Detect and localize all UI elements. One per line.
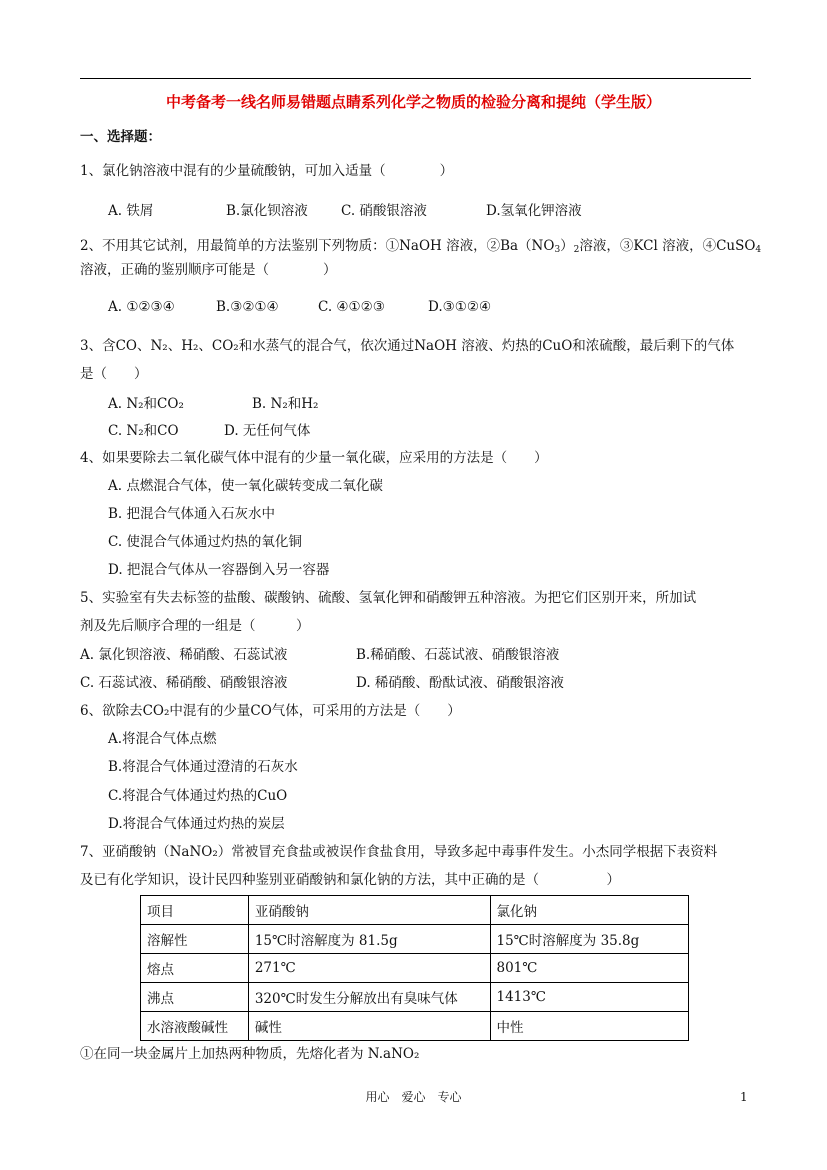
q2-sub-2: 2 (573, 245, 580, 255)
table-cell: 项目 (141, 896, 249, 925)
q6-option-d: D.将混合气体通过灼热的炭层 (108, 816, 285, 832)
q3-option-d: D. 无任何气体 (224, 423, 311, 439)
q1-option-a: A. 铁屑 (108, 203, 154, 219)
table-cell: 碱性 (248, 1012, 490, 1041)
question-5-stem-line1: 5、实验室有失去标签的盐酸、碳酸钠、硫酸、氢氧化钾和硝酸钾五种溶液。为把它们区别开来，所加试 (80, 590, 697, 606)
q5-option-a: A. 氯化钡溶液、稀硝酸、石蕊试液 (80, 647, 288, 663)
q4-option-a: A. 点燃混合气体，使一氧化碳转变成二氧化碳 (108, 478, 383, 494)
q4-option-b: B. 把混合气体通入石灰水中 (108, 506, 276, 522)
q2-option-d: D.③①②④ (428, 299, 492, 315)
table-cell: 320℃时发生分解放出有臭味气体 (248, 983, 490, 1012)
q5-option-b: B.稀硝酸、石蕊试液、硝酸银溶液 (356, 647, 560, 663)
table-cell: 15℃时溶解度为 35.8g (490, 925, 689, 954)
q1-option-d: D.氢氧化钾溶液 (486, 203, 582, 219)
question-6-stem: 6、欲除去CO₂中混有的少量CO气体，可采用的方法是（ ） (80, 703, 461, 719)
question-5-stem-line2: 剂及先后顺序合理的一组是（ ） (80, 618, 310, 634)
table-cell: 801℃ (490, 954, 689, 983)
page-footer: 用心 爱心 专心 (365, 1090, 462, 1104)
q6-option-a: A.将混合气体点燃 (108, 731, 217, 747)
table-cell: 亚硝酸钠 (248, 896, 490, 925)
q3-option-b: B. N₂和H₂ (252, 396, 319, 412)
q2-option-b: B.③②①④ (216, 299, 279, 315)
document-title: 中考备考一线名师易错题点睛系列化学之物质的检验分离和提纯（学生版） (165, 93, 661, 111)
section-heading: 一、选择题： (80, 129, 161, 145)
table-cell: 1413℃ (490, 983, 689, 1012)
question-2-stem-line1 (80, 237, 761, 255)
q6-option-b: B.将混合气体通过澄清的石灰水 (108, 759, 298, 775)
table-row (141, 954, 689, 983)
question-4-stem: 4、如果要除去二氧化碳气体中混有的少量一氧化碳，应采用的方法是（ ） (80, 450, 548, 466)
table-row (141, 1012, 689, 1041)
table-row (141, 983, 689, 1012)
table-cell: 沸点 (141, 983, 249, 1012)
table-cell: 水溶液酸碱性 (141, 1012, 249, 1041)
table-cell: 氯化钠 (490, 896, 689, 925)
q2-stem-part: 2、不用其它试剂，用最简单的方法鉴别下列物质：①NaOH 溶液，②Ba（NO (80, 238, 555, 254)
table-row (141, 925, 689, 954)
header-rule (80, 78, 751, 79)
table-cell: 15℃时溶解度为 81.5g (248, 925, 490, 954)
q2-stem-part: 溶液，③KCl 溶液，④CuSO (579, 238, 756, 254)
page-number: 1 (740, 1090, 748, 1104)
q2-sub-3: 3 (554, 245, 561, 255)
question-2-stem-line2: 溶液，正确的鉴别顺序可能是（ ） (80, 262, 337, 278)
table-cell: 271℃ (248, 954, 490, 983)
q2-option-c: C. ④①②③ (318, 299, 385, 315)
q2-stem-part: ） (560, 238, 574, 254)
q1-option-b: B.氯化钡溶液 (226, 203, 308, 219)
q3-option-a: A. N₂和CO₂ (108, 396, 184, 412)
q1-option-c: C. 硝酸银溶液 (341, 203, 427, 219)
q5-option-c: C. 石蕊试液、稀硝酸、硝酸银溶液 (80, 675, 288, 691)
q7-method-1: ①在同一块金属片上加热两种物质，先熔化者为 N.aNO₂ (80, 1046, 420, 1062)
question-7-stem-line2: 及已有化学知识，设计民四种鉴别亚硝酸钠和氯化钠的方法，其中正确的是（ ） (80, 872, 620, 888)
question-7-stem-line1: 7、亚硝酸钠（NaNO₂）常被冒充食盐或被误作食盐食用，导致多起中毒事件发生。小杰同学根据下表资料 (80, 844, 718, 860)
table-cell: 溶解性 (141, 925, 249, 954)
question-1-stem: 1、氯化钠溶液中混有的少量硫酸钠，可加入适量（ ） (80, 163, 454, 179)
properties-table (140, 895, 689, 1041)
q4-option-c: C. 使混合气体通过灼热的氧化铜 (108, 534, 302, 550)
q3-option-c: C. N₂和CO (108, 423, 179, 439)
question-3-stem-line2: 是（ ） (80, 366, 148, 382)
q6-option-c: C.将混合气体通过灼热的CuO (108, 788, 288, 804)
table-row (141, 896, 689, 925)
table-cell: 中性 (490, 1012, 689, 1041)
q2-sub-4: 4 (755, 245, 762, 255)
table-cell: 熔点 (141, 954, 249, 983)
q5-option-d: D. 稀硝酸、酚酞试液、硝酸银溶液 (356, 675, 564, 691)
q2-option-a: A. ①②③④ (108, 299, 175, 315)
q4-option-d: D. 把混合气体从一容器倒入另一容器 (108, 562, 330, 578)
question-3-stem-line1: 3、含CO、N₂、H₂、CO₂和水蒸气的混合气，依次通过NaOH 溶液、灼热的CuO和浓硫酸，最后剩下的气体 (80, 338, 735, 354)
